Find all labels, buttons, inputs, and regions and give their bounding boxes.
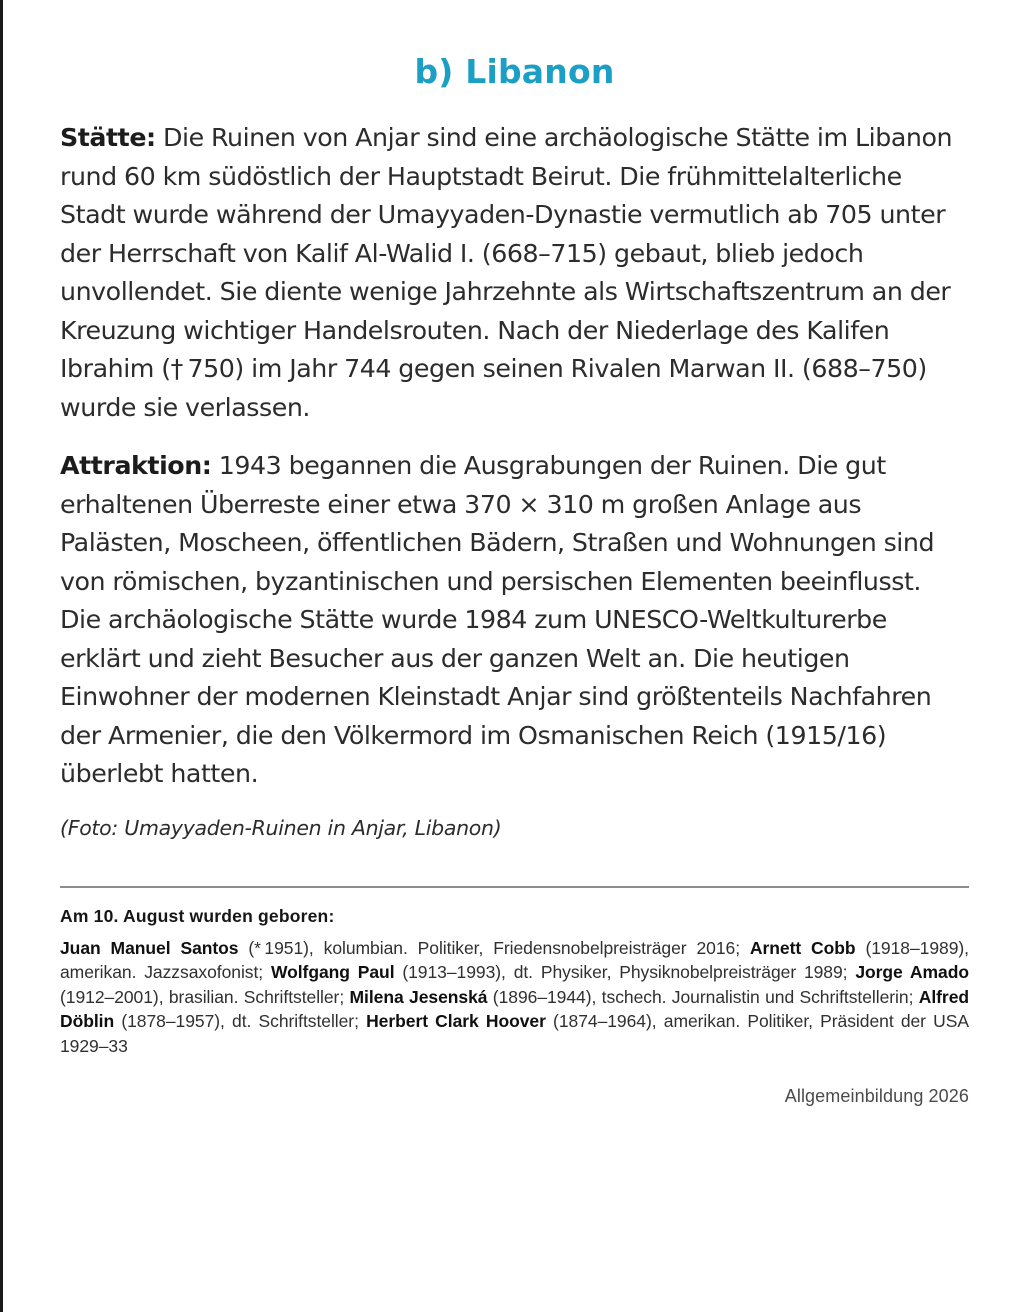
- paragraph-staette: [60, 119, 969, 427]
- paragraph-text-attraktion: 1943 begannen die Ausgrabungen der Ruinen. Die gut erhaltenen Überreste einer etwa 370 × 310 m großen Anlage aus Palästen, Moscheen, öffentlichen Bädern, Straßen und Wohnungen sind von römischen, byzantinischen und persischen Elementen beeinflusst. Die archäologische Stätte wurde 1984 zum UNESCO-Weltkulturerbe erklärt und zieht Besucher aus der ganzen Welt an. Die heutigen Einwohner der modernen Kleinstadt Anjar sind größtenteils Nachfahren der Armenier, die den Völkermord im Osmanischen Reich (1915/16) überlebt hatten.: [60, 451, 935, 788]
- paragraph-lead-staette: Stätte:: [60, 123, 156, 152]
- birth-entry-detail: (1874–1964), amerikan. Politiker, Präsident der USA 1929–33: [60, 1011, 969, 1056]
- paragraph-text-staette: Die Ruinen von Anjar sind eine archäologische Stätte im Libanon rund 60 km südöstlich der Hauptstadt Beirut. Die frühmittelalterliche Stadt wurde während der Umayyaden-Dynastie vermutlich ab 705 unter der Herrschaft von Kalif Al-Walid I. (668–715) gebaut, blieb jedoch unvollendet. Sie diente wenige Jahrzehnte als Wirtschaftszentrum an der Kreuzung wichtiger Handelsrouten. Nach der Niederlage des Kalifen Ibrahim († 750) im Jahr 744 gegen seinen Rivalen Marwan II. (688–750) wurde sie verlassen.: [60, 123, 953, 422]
- photo-caption: (Foto: Umayyaden-Ruinen in Anjar, Libanon): [60, 815, 502, 840]
- birth-entry-detail: (1896–1944), tschech. Journalistin und Schriftstellerin;: [487, 986, 919, 1007]
- births-heading: Am 10. August wurden geboren:: [60, 905, 335, 926]
- birth-entry-detail: (1912–2001), brasilian. Schriftsteller;: [60, 986, 350, 1007]
- birth-entry-name: Alfred Döblin: [60, 986, 970, 1031]
- birth-entry-name: Arnett Cobb: [749, 937, 856, 958]
- birth-entry-detail: (1918–1989), amerikan. Jazzsaxofonist;: [60, 937, 969, 982]
- births-list: [60, 936, 969, 1059]
- page-footer: Allgemeinbildung 2026: [784, 1086, 969, 1106]
- birth-entry-detail: (* 1951), kolumbian. Politiker, Friedensnobelpreisträger 2016;: [238, 937, 750, 958]
- paragraph-attraktion: [60, 447, 969, 794]
- page-content: [3, 0, 1026, 1107]
- birth-entry-name: Jorge Amado: [855, 962, 969, 982]
- birth-entry-detail: (1878–1957), dt. Schriftsteller;: [114, 1011, 367, 1031]
- section-divider: [60, 886, 969, 888]
- birth-entry-name: Juan Manuel Santos: [60, 937, 239, 958]
- paragraph-lead-attraktion: Attraktion:: [60, 451, 212, 480]
- birth-entry-name: Milena Jesenská: [349, 986, 488, 1007]
- birth-entry-detail: (1913–1993), dt. Physiker, Physiknobelpreisträger 1989;: [394, 962, 856, 982]
- page-title: b) Libanon: [414, 52, 615, 91]
- birth-entry-name: Wolfgang Paul: [270, 962, 395, 982]
- birth-entry-name: Herbert Clark Hoover: [366, 1011, 546, 1031]
